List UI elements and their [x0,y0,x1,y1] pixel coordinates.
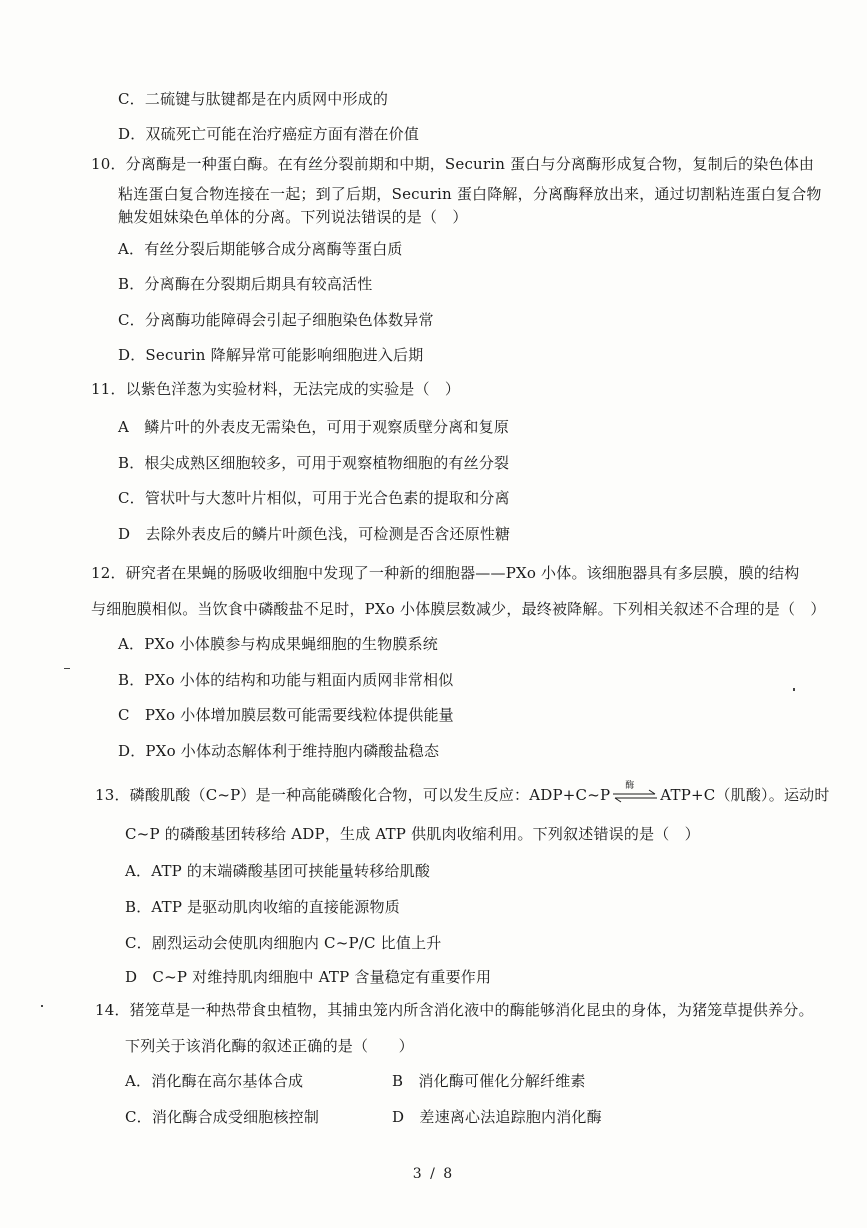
q13-option-c: C．剧烈运动会使肌肉细胞内 C~P/C 比值上升 [125,934,442,952]
q10-stem-line-3: 触发姐妹染色单体的分离。下列说法错误的是（ ） [118,208,468,226]
q12-option-b: B．PXo 小体的结构和功能与粗面内质网非常相似 [118,671,454,689]
scan-speck [64,668,70,669]
q10-option-c: C．分离酶功能障碍会引起子细胞染色体数异常 [118,311,434,329]
q14-option-a: A．消化酶在高尔基体合成 [125,1072,304,1090]
q13-option-b: B．ATP 是驱动肌肉收缩的直接能源物质 [125,898,400,916]
q14-option-d: D 差速离心法追踪胞内消化酶 [392,1108,602,1126]
q11-stem: 11．以紫色洋葱为实验材料，无法完成的实验是（ ） [91,380,461,398]
q10-option-a: A．有丝分裂后期能够合成分离酶等蛋白质 [118,240,403,258]
q12-option-d: D．PXo 小体动态解体利于维持胞内磷酸盐稳态 [118,742,440,760]
q11-option-d: D 去除外表皮后的鳞片叶颜色浅，可检测是否含还原性糖 [118,525,511,543]
q14-option-c: C．消化酶合成受细胞核控制 [125,1108,320,1126]
q10-stem-line-1: 10．分离酶是一种蛋白酶。在有丝分裂前期和中期，Securin 蛋白与分离酶形成复合物，复制后的染色体由 [91,155,815,173]
q10-option-d: D．Securin 降解异常可能影响细胞进入后期 [118,346,424,364]
q14-stem-line-1: 14．猪笼草是一种热带食虫植物，其捕虫笼内所含消化液中的酶能够消化昆虫的身体，为猪笼草提供养分。 [95,1001,814,1019]
q11-option-b: B．根尖成熟区细胞较多，可用于观察植物细胞的有丝分裂 [118,454,510,472]
q13-option-d: D C~P 对维持肌肉细胞中 ATP 含量稳定有重要作用 [125,968,492,986]
q12-stem-line-2: 与细胞膜相似。当饮食中磷酸盐不足时，PXo 小体膜层数减少，最终被降解。下列相关叙述不合理的是（ ） [91,600,826,618]
q13-stem-before-arrow: 13．磷酸肌酸（C~P）是一种高能磷酸化合物，可以发生反应：ADP+C~P [95,786,611,804]
enzyme-label: 酶 [625,781,635,791]
q9-option-c: C．二硫键与肽键都是在内质网中形成的 [118,90,389,108]
q10-stem-line-2: 粘连蛋白复合物连接在一起；到了后期，Securin 蛋白降解，分离酶释放出来，通过切割粘连蛋白复合物 [118,185,822,203]
page-number: 3 / 8 [412,1166,455,1182]
q12-stem-line-1: 12．研究者在果蝇的肠吸收细胞中发现了一种新的细胞器——PXo 小体。该细胞器具有多层膜，膜的结构 [91,564,800,582]
q12-option-c: C PXo 小体增加膜层数可能需要线粒体提供能量 [118,706,454,724]
q14-option-b: B 消化酶可催化分解纤维素 [392,1072,586,1090]
q11-option-a: A 鳞片叶的外表皮无需染色，可用于观察质壁分离和复原 [118,418,510,436]
scan-speck [793,688,795,691]
q12-option-a: A．PXo 小体膜参与构成果蝇细胞的生物膜系统 [118,635,439,653]
q9-option-d: D．双硫死亡可能在治疗癌症方面有潜在价值 [118,125,420,143]
q13-stem-line-2: C~P 的磷酸基团转移给 ADP，生成 ATP 供肌肉收缩利用。下列叙述错误的是（ ） [125,825,700,843]
q14-stem-line-2: 下列关于该消化酶的叙述正确的是（ ） [125,1037,414,1055]
q13-stem-after-arrow: ATP+C（肌酸）。运动时 [660,786,830,804]
q13-stem-line-1 [95,781,830,806]
q13-option-a: A．ATP 的末端磷酸基团可挟能量转移给肌酸 [125,862,431,880]
q10-option-b: B．分离酶在分裂期后期具有较高活性 [118,275,373,293]
reversible-arrow-icon [611,781,659,806]
scan-speck [41,1005,43,1007]
q11-option-c: C．管状叶与大葱叶片相似，可用于光合色素的提取和分离 [118,489,510,507]
